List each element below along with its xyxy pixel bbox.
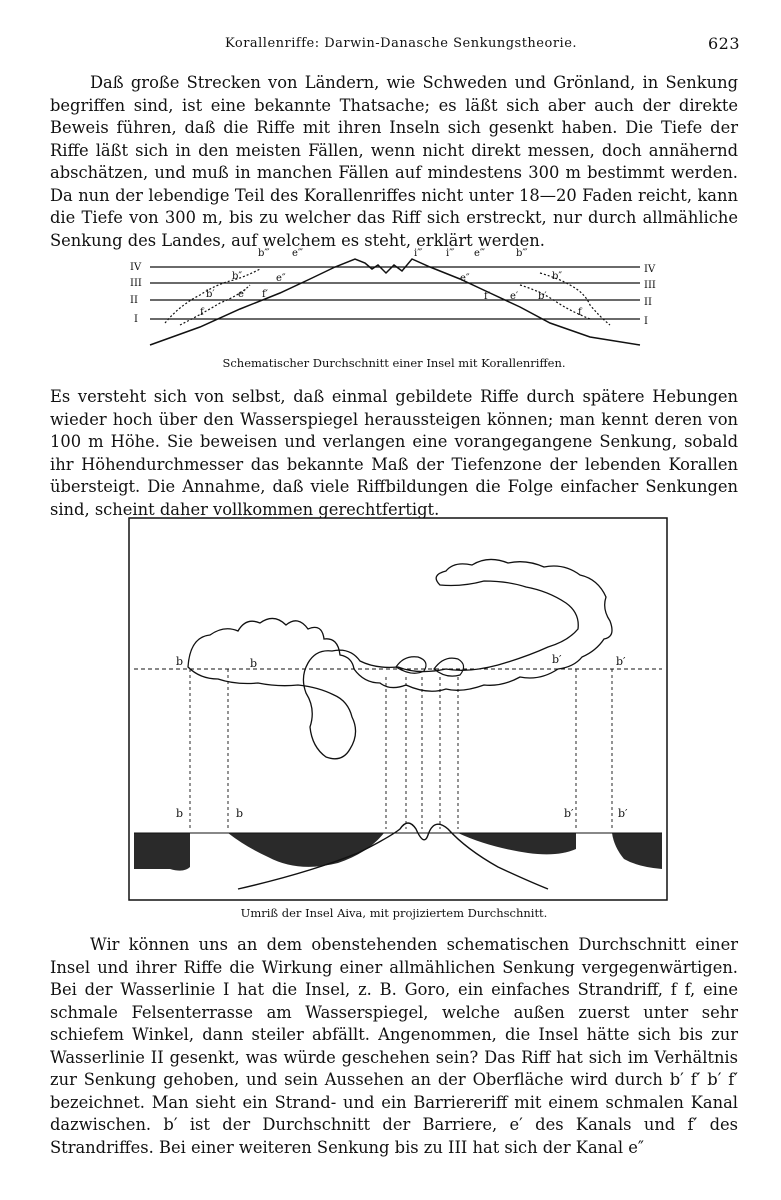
label-e1-left: e′ <box>238 289 247 300</box>
label-b2-left: b″ <box>232 271 243 282</box>
label-e3-left: e‴ <box>292 248 304 259</box>
level-label-ii-left: II <box>130 295 138 306</box>
level-label-ii-right: II <box>644 297 652 308</box>
level-label-iii-left: III <box>130 278 142 289</box>
label-b-prime-top-inner-right: b′ <box>552 653 562 666</box>
paragraph-2: Es versteht sich von selbst, daß einmal gebildete Riffe durch spätere Hebungen wieder hoch über den Wasserspiegel heraussteigen können; man kennt deren von 100 m Höhe. Sie beweisen und verlangen eine vorangegangene Senkung, sobald ihr Höhendurchmesser das bekannte Maß der Tiefenzone der lebenden Korallen übersteigt. Die Annahme, daß viele Riffbildungen die Folge einfacher Senkungen sind, scheint daher vollkommen gerechtfertigt. <box>50 387 738 519</box>
label-e1-right: e′ <box>510 291 519 302</box>
label-f-left: f <box>200 307 204 318</box>
label-b-prime-bottom-right: b′ <box>618 807 628 820</box>
label-e2-right: e″ <box>460 273 470 284</box>
label-f-right: f <box>578 307 582 318</box>
label-i3-left: i‴ <box>414 248 423 259</box>
label-b-bottom-left: b <box>176 807 184 820</box>
level-label-i-left: I <box>134 314 138 325</box>
label-b1-left: b′ <box>206 289 215 300</box>
label-b-bottom-inner-left: b <box>236 807 244 820</box>
level-label-iii-right: III <box>644 280 656 291</box>
label-e2-left: e″ <box>276 273 286 284</box>
paragraph-3: Wir können uns an dem obenstehenden schematischen Durchschnitt einer Insel und ihrer Riffe die Wirkung einer allmählichen Senkung vergegenwärtigen. Bei der Wasserlinie I hat die Insel, z. B. Goro, ein einfaches Strandriff, f f, eine schmale Felsenterrasse am Wasserspiegel, welche außen zuerst unter sehr schiefem Winkel, dann steiler abfällt. Angenommen, die Insel hätte sich bis zur Wasserlinie II gesenkt, was würde geschehen sein? Das Riff hat sich im Verhältnis zur Senkung gehoben, und sein Aussehen an der Oberfläche wird durch b′ f′ b′ f′ bezeichnet. Man sieht ein Strand- und ein Barriereriff mit einem schmalen Kanal dazwischen. b′ ist der Durchschnitt der Barriere, e′ des Kanals und f′ des Strandriffes. Bei einer weiteren Senkung bis zu III hat sich der Kanal e″ <box>50 935 738 1157</box>
label-b1-right: b′ <box>538 291 547 302</box>
figure-schematic-cross-section <box>120 245 665 355</box>
label-b3-right: b‴ <box>516 248 528 259</box>
figure-island-aiva <box>128 517 668 901</box>
label-b2-right: b″ <box>552 271 563 282</box>
label-b-prime-top-right: b′ <box>616 655 626 668</box>
label-f1-left: f′ <box>262 289 268 300</box>
level-label-i-right: I <box>644 316 648 327</box>
label-b-prime-bottom-inner-right: b′ <box>564 807 574 820</box>
paragraph-1: Daß große Strecken von Ländern, wie Schweden und Grönland, in Senkung begriffen sind, ist eine bekannte Thatsache; es läßt sich aber auch der direkte Beweis führen, daß die Riffe mit ihren Inseln sich gesenkt haben. Die Tiefe der Riffe läßt sich in den meisten Fällen, wenn nicht direkt messen, doch annähernd abschätzen, und muß in manchen Fällen auf mindestens 300 m bestimmt werden. Da nun der lebendige Teil des Korallenriffes nicht unter 18—20 Faden reicht, kann die Tiefe von 300 m, bis zu welcher das Riff sich erstreckt, nur durch allmähliche Senkung des Landes, auf welchem es steht, erklärt werden. <box>50 73 738 250</box>
label-b3-left: b‴ <box>258 248 270 259</box>
label-b-top-inner-left: b <box>250 657 258 670</box>
level-label-iv-left: IV <box>130 262 142 273</box>
figure-1-caption: Schematischer Durchschnitt einer Insel mit Korallenriffen. <box>222 356 566 370</box>
figure-2-caption: Umriß der Insel Aiva, mit projiziertem Durchschnitt. <box>240 906 548 920</box>
running-title: Korallenriffe: Darwin-Danasche Senkungstheorie. <box>225 36 578 51</box>
label-e3-right: e‴ <box>474 248 486 259</box>
label-i3-right: i‴ <box>446 248 455 259</box>
label-b-top-left: b <box>176 655 184 668</box>
page-number: 623 <box>707 34 740 53</box>
level-label-iv-right: IV <box>644 264 656 275</box>
label-f1-right: f′ <box>484 291 490 302</box>
